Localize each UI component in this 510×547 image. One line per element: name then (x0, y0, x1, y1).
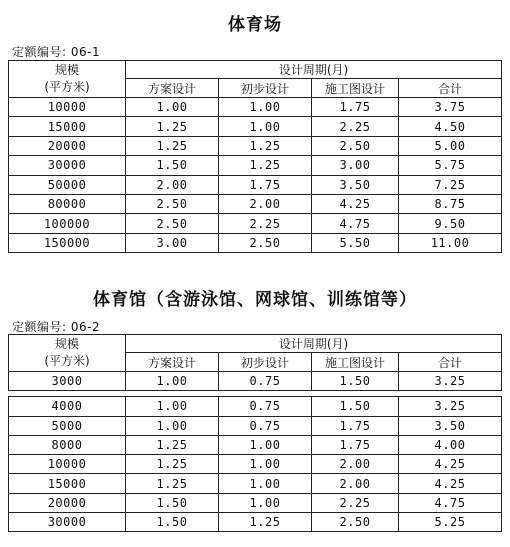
value-cell: 2.50 (126, 214, 219, 233)
table-row (9, 156, 502, 175)
value-cell: 2.50 (219, 233, 312, 252)
table-row (9, 416, 502, 435)
value-cell: 1.00 (126, 98, 219, 117)
section2-table (8, 334, 502, 532)
value-cell: 1.25 (126, 435, 219, 454)
table-row (9, 435, 502, 454)
value-cell: 1.00 (219, 474, 312, 493)
scale-cell: 10000 (9, 455, 126, 474)
value-cell: 1.50 (126, 156, 219, 175)
value-cell: 0.75 (219, 372, 312, 391)
value-cell: 5.00 (399, 136, 502, 155)
value-cell: 2.00 (312, 474, 399, 493)
value-cell: 1.75 (312, 416, 399, 435)
value-cell: 1.25 (219, 156, 312, 175)
design-period-header: 设计周期(月) (126, 61, 502, 79)
value-cell: 2.50 (312, 513, 399, 532)
value-cell: 5.50 (312, 233, 399, 252)
column-header: 施工图设计 (312, 353, 399, 372)
scale-cell: 50000 (9, 175, 126, 194)
value-cell: 3.00 (126, 233, 219, 252)
value-cell: 1.25 (126, 136, 219, 155)
scale-cell: 150000 (9, 233, 126, 252)
value-cell: 2.00 (312, 455, 399, 474)
table-row (9, 397, 502, 416)
value-cell: 7.25 (399, 175, 502, 194)
value-cell: 2.25 (219, 214, 312, 233)
value-cell: 2.00 (219, 194, 312, 213)
column-header: 初步设计 (219, 79, 312, 98)
scale-cell: 10000 (9, 98, 126, 117)
column-header: 施工图设计 (312, 79, 399, 98)
value-cell: 2.25 (312, 493, 399, 512)
design-period-header: 设计周期(月) (126, 335, 502, 353)
value-cell: 1.00 (219, 493, 312, 512)
value-cell: 5.75 (399, 156, 502, 175)
value-cell: 1.00 (219, 435, 312, 454)
table-row (9, 233, 502, 252)
value-cell: 2.50 (312, 136, 399, 155)
table-row (9, 98, 502, 117)
value-cell: 1.25 (126, 474, 219, 493)
scale-cell: 30000 (9, 156, 126, 175)
value-cell: 1.00 (126, 416, 219, 435)
value-cell: 1.50 (126, 513, 219, 532)
value-cell: 1.50 (312, 372, 399, 391)
value-cell: 1.25 (126, 117, 219, 136)
value-cell: 2.50 (126, 194, 219, 213)
value-cell: 4.50 (399, 117, 502, 136)
value-cell: 1.00 (126, 397, 219, 416)
value-cell: 2.00 (126, 175, 219, 194)
table-row (9, 214, 502, 233)
table-row (9, 372, 502, 391)
scale-cell: 15000 (9, 117, 126, 136)
value-cell: 1.50 (312, 397, 399, 416)
table-row (9, 194, 502, 213)
value-cell: 1.75 (312, 98, 399, 117)
value-cell: 3.25 (399, 372, 502, 391)
value-cell: 4.75 (399, 493, 502, 512)
value-cell: 1.75 (312, 435, 399, 454)
section2-title: 体育馆（含游泳馆、网球馆、训练馆等） (93, 290, 417, 310)
scale-cell: 8000 (9, 435, 126, 454)
value-cell: 4.00 (399, 435, 502, 454)
table-row (9, 117, 502, 136)
value-cell: 1.00 (219, 455, 312, 474)
scale-cell: 20000 (9, 136, 126, 155)
scale-cell: 100000 (9, 214, 126, 233)
value-cell: 4.25 (399, 455, 502, 474)
value-cell: 0.75 (219, 416, 312, 435)
value-cell: 1.50 (126, 493, 219, 512)
scale-cell: 4000 (9, 397, 126, 416)
value-cell: 4.75 (312, 214, 399, 233)
value-cell: 1.00 (126, 372, 219, 391)
scale-cell: 3000 (9, 372, 126, 391)
scale-cell: 30000 (9, 513, 126, 532)
table-row (9, 175, 502, 194)
value-cell: 9.50 (399, 214, 502, 233)
column-header: 方案设计 (126, 353, 219, 372)
value-cell: 5.25 (399, 513, 502, 532)
table-row (9, 136, 502, 155)
column-header: 方案设计 (126, 79, 219, 98)
table-row (9, 455, 502, 474)
value-cell: 8.75 (399, 194, 502, 213)
value-cell: 0.75 (219, 397, 312, 416)
value-cell: 11.00 (399, 233, 502, 252)
value-cell: 1.00 (219, 117, 312, 136)
value-cell: 1.25 (126, 455, 219, 474)
value-cell: 3.50 (399, 416, 502, 435)
table-row (9, 474, 502, 493)
value-cell: 3.25 (399, 397, 502, 416)
value-cell: 1.25 (219, 136, 312, 155)
value-cell: 3.50 (312, 175, 399, 194)
value-cell: 4.25 (312, 194, 399, 213)
column-header: 合计 (399, 79, 502, 98)
scale-header: 规模 (平方米) (9, 335, 126, 372)
value-cell: 4.25 (399, 474, 502, 493)
scale-header: 规模 (平方米) (9, 61, 126, 98)
scale-cell: 20000 (9, 493, 126, 512)
table-row (9, 513, 502, 532)
value-cell: 2.25 (312, 117, 399, 136)
scale-cell: 5000 (9, 416, 126, 435)
scale-cell: 80000 (9, 194, 126, 213)
value-cell: 1.00 (219, 98, 312, 117)
column-header: 合计 (399, 353, 502, 372)
section1-quota-code: 定额编号: 06-1 (12, 45, 101, 59)
value-cell: 1.75 (219, 175, 312, 194)
section1-title: 体育场 (228, 15, 282, 35)
value-cell: 3.75 (399, 98, 502, 117)
value-cell: 3.00 (312, 156, 399, 175)
column-header: 初步设计 (219, 353, 312, 372)
section2-quota-code: 定额编号: 06-2 (12, 320, 101, 334)
section1-table (8, 60, 502, 253)
table-row (9, 493, 502, 512)
scale-cell: 15000 (9, 474, 126, 493)
value-cell: 1.25 (219, 513, 312, 532)
